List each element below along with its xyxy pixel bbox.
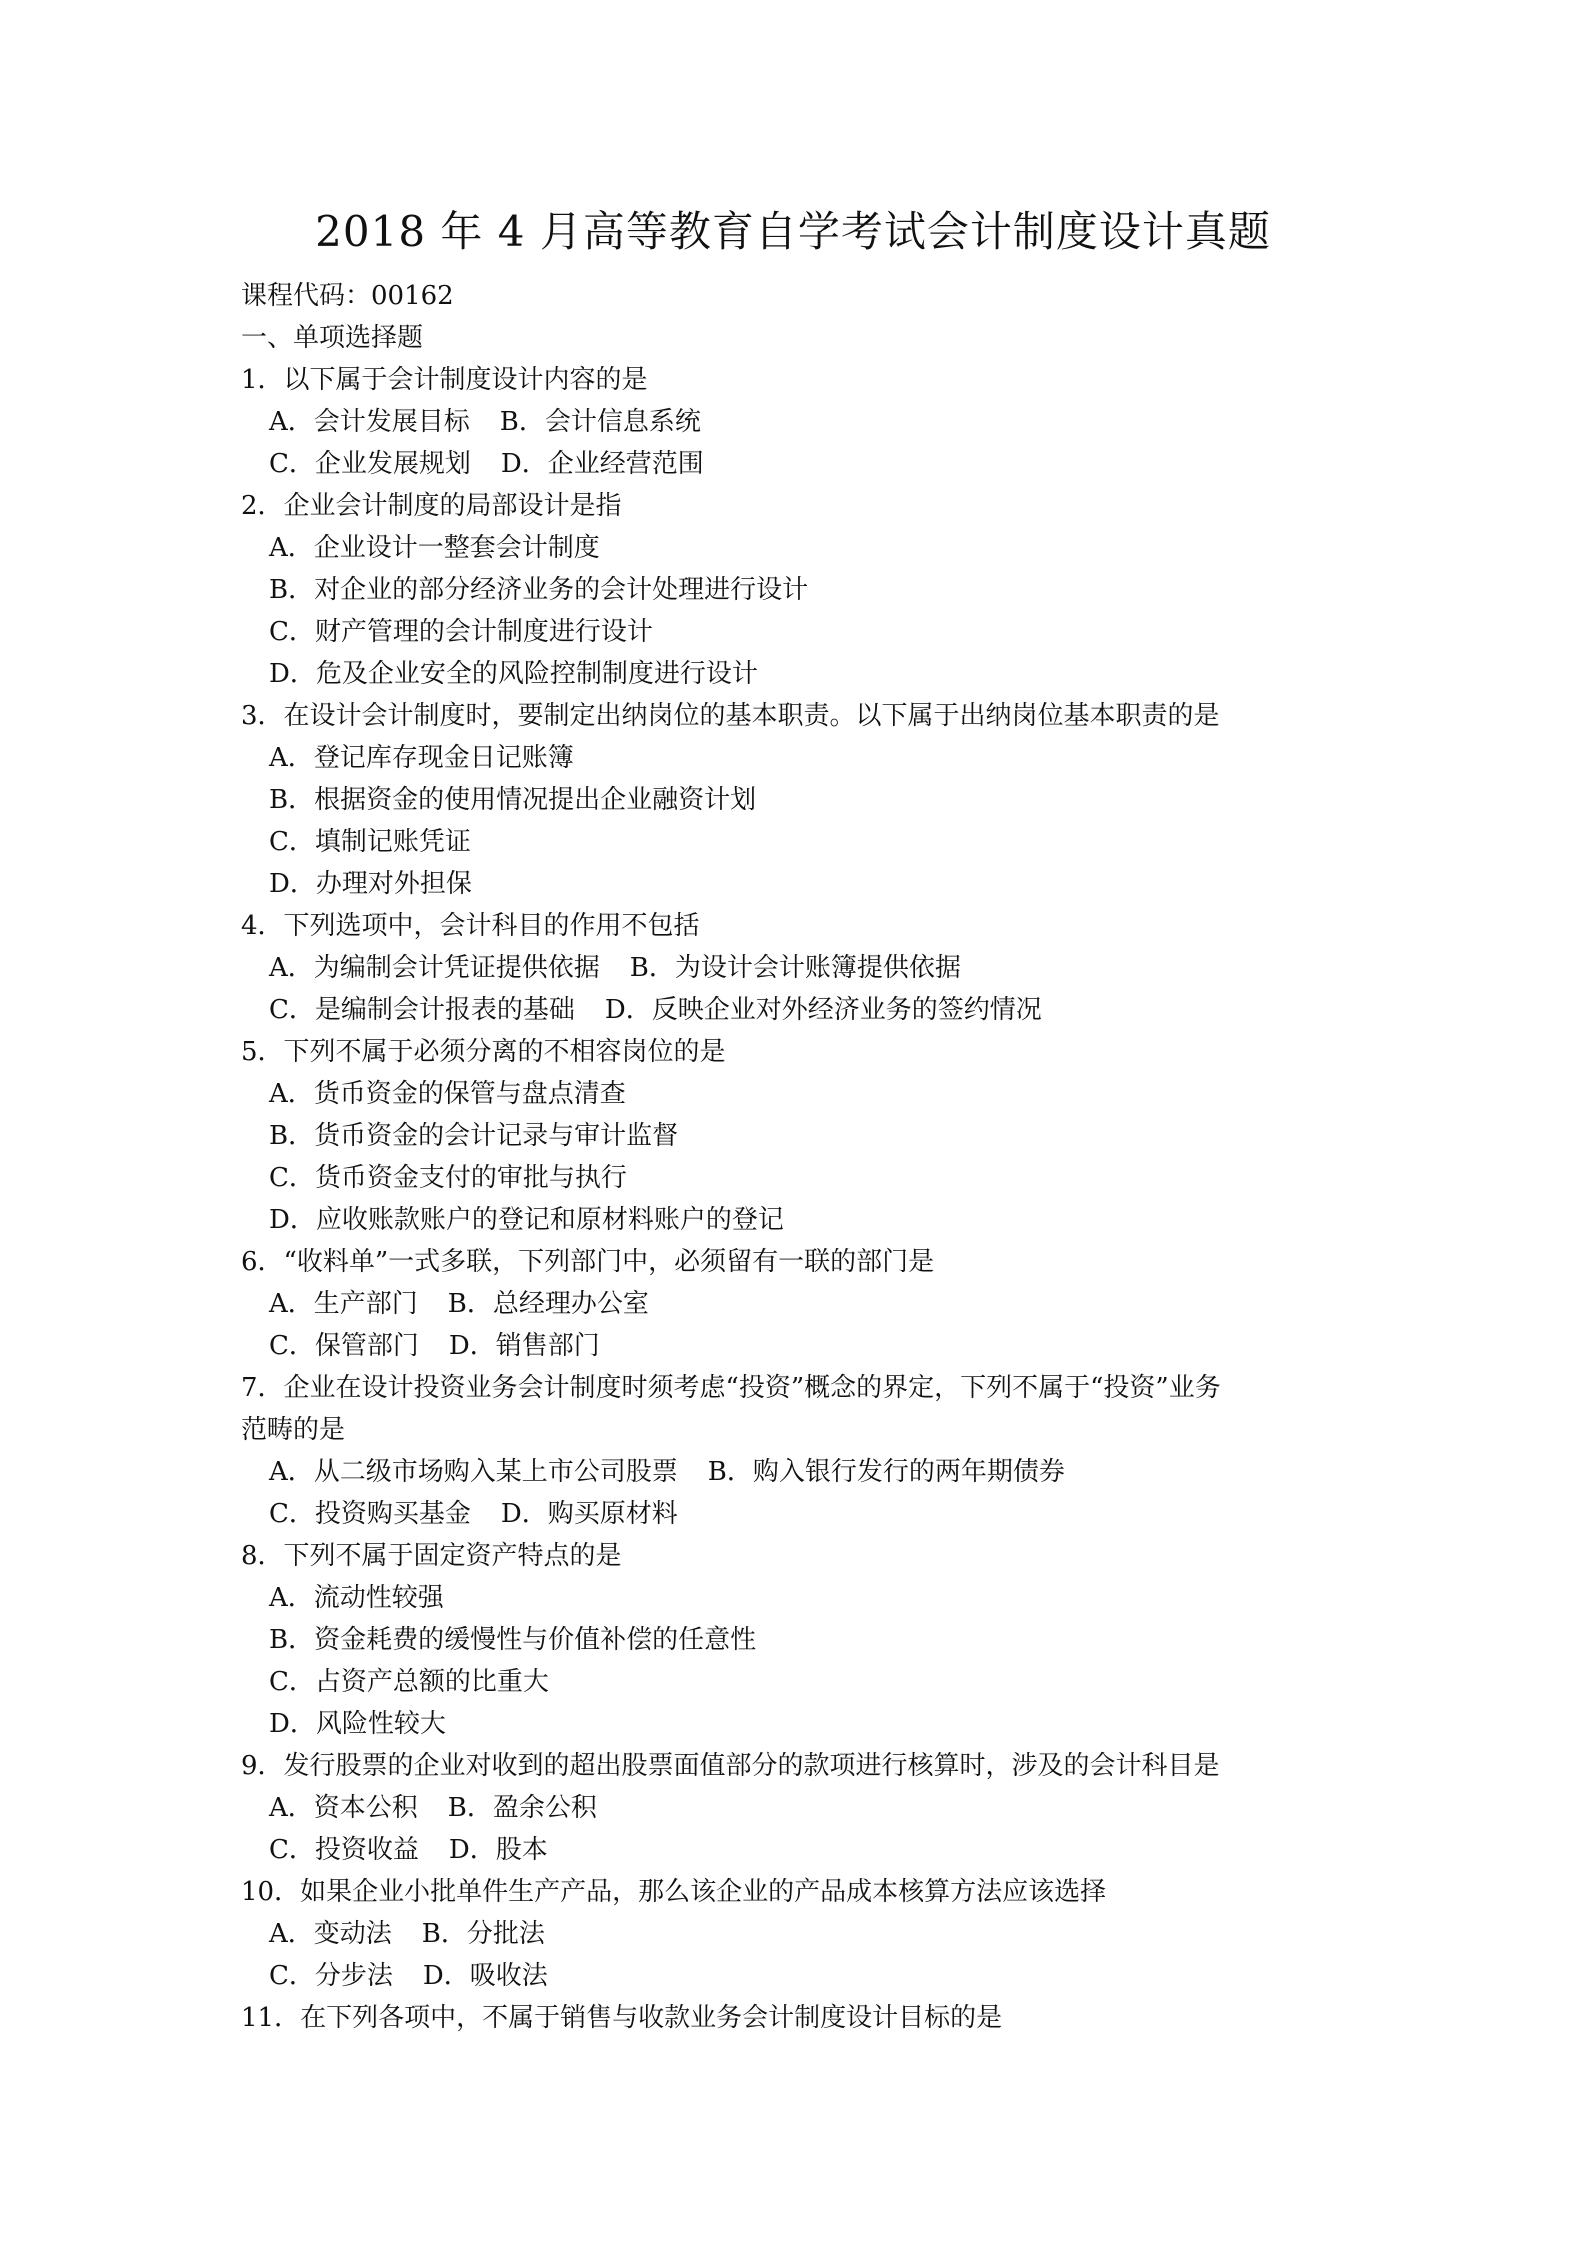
option-text: B．货币资金的会计记录与审计监督	[269, 1121, 679, 1151]
option-text: C．分步法	[269, 1961, 393, 1991]
option-text: A．生产部门	[269, 1289, 418, 1319]
option-line	[241, 1829, 1371, 1871]
option-line	[241, 527, 1371, 569]
option-text: C．填制记账凭证	[269, 827, 471, 857]
option-text: D．企业经营范围	[500, 449, 704, 479]
option-text: B．对企业的部分经济业务的会计处理进行设计	[269, 575, 809, 605]
option-text: B．根据资金的使用情况提出企业融资计划	[269, 785, 757, 815]
question-list	[241, 359, 1371, 2039]
option-line	[241, 947, 1371, 989]
course-code: 课程代码：00162	[241, 281, 454, 311]
option-text: D．危及企业安全的风险控制制度进行设计	[269, 659, 758, 689]
option-text: A．从二级市场购入某上市公司股票	[269, 1457, 678, 1487]
option-line	[241, 1451, 1371, 1493]
option-text: A．货币资金的保管与盘点清查	[269, 1079, 626, 1109]
option-line	[241, 653, 1371, 695]
option-text: B．盈余公积	[447, 1793, 597, 1823]
option-text: A．资本公积	[269, 1793, 418, 1823]
option-text: B．会计信息系统	[499, 407, 701, 437]
question-text: 5．下列不属于必须分离的不相容岗位的是	[241, 1037, 726, 1067]
question-text: 1．以下属于会计制度设计内容的是	[241, 365, 648, 395]
question-text: 8．下列不属于固定资产特点的是	[241, 1541, 622, 1571]
option-line	[241, 1913, 1371, 1955]
option-line	[241, 1661, 1371, 1703]
option-line	[241, 611, 1371, 653]
option-line	[241, 443, 1371, 485]
option-text: D．销售部门	[448, 1331, 600, 1361]
option-text: B．资金耗费的缓慢性与价值补偿的任意性	[269, 1625, 757, 1655]
option-line	[241, 821, 1371, 863]
option-text: C．保管部门	[269, 1331, 419, 1361]
option-line	[241, 1115, 1371, 1157]
question-text: 11．在下列各项中，不属于销售与收款业务会计制度设计目标的是	[241, 2003, 1003, 2033]
option-text: C．企业发展规划	[269, 449, 471, 479]
option-text: A．登记库存现金日记账簿	[269, 743, 574, 773]
option-line	[241, 1955, 1371, 1997]
option-text: D．办理对外担保	[269, 869, 472, 899]
option-text: A．企业设计一整套会计制度	[269, 533, 600, 563]
option-text: D．吸收法	[422, 1961, 548, 1991]
question-text: 10．如果企业小批单件生产产品，那么该企业的产品成本核算方法应该选择	[241, 1877, 1107, 1907]
option-line	[241, 779, 1371, 821]
document-body	[241, 275, 1371, 2039]
option-line	[241, 863, 1371, 905]
option-text: B．分批法	[421, 1919, 545, 1949]
option-text: B．总经理办公室	[447, 1289, 649, 1319]
question-text: 2．企业会计制度的局部设计是指	[241, 491, 622, 521]
option-text: A．为编制会计凭证提供依据	[269, 953, 600, 983]
option-line	[241, 1787, 1371, 1829]
option-line	[241, 1073, 1371, 1115]
option-text: A．会计发展目标	[269, 407, 470, 437]
option-line	[241, 569, 1371, 611]
question-text: 6．“收料单”一式多联，下列部门中，必须留有一联的部门是	[241, 1247, 935, 1277]
option-text: D．购买原材料	[500, 1499, 678, 1529]
option-text: C．占资产总额的比重大	[269, 1667, 549, 1697]
option-line	[241, 1157, 1371, 1199]
question-text: 7．企业在设计投资业务会计制度时须考虑“投资”概念的界定，下列不属于“投资”业务	[241, 1373, 1221, 1403]
question-text: 9．发行股票的企业对收到的超出股票面值部分的款项进行核算时，涉及的会计科目是	[241, 1751, 1220, 1781]
option-line	[241, 737, 1371, 779]
option-text: B．购入银行发行的两年期债券	[707, 1457, 1065, 1487]
option-text: B．为设计会计账簿提供依据	[629, 953, 961, 983]
option-line	[241, 401, 1371, 443]
option-line	[241, 1283, 1371, 1325]
option-line	[241, 1199, 1371, 1241]
question-text: 范畴的是	[241, 1415, 346, 1445]
option-text: D．应收账款账户的登记和原材料账户的登记	[269, 1205, 784, 1235]
option-line	[241, 1325, 1371, 1367]
section-heading: 一、单项选择题	[241, 323, 424, 353]
option-text: D．股本	[448, 1835, 548, 1865]
option-line	[241, 1493, 1371, 1535]
option-text: C．投资购买基金	[269, 1499, 471, 1529]
option-text: D．风险性较大	[269, 1709, 446, 1739]
option-text: C．货币资金支付的审批与执行	[269, 1163, 627, 1193]
option-text: C．财产管理的会计制度进行设计	[269, 617, 653, 647]
question-text: 3．在设计会计制度时，要制定出纳岗位的基本职责。以下属于出纳岗位基本职责的是	[241, 701, 1220, 731]
option-line	[241, 1703, 1371, 1745]
question-text: 4．下列选项中，会计科目的作用不包括	[241, 911, 700, 941]
option-line	[241, 989, 1371, 1031]
option-line	[241, 1577, 1371, 1619]
option-line	[241, 1619, 1371, 1661]
option-text: C．是编制会计报表的基础	[269, 995, 575, 1025]
option-text: A．流动性较强	[269, 1583, 444, 1613]
option-text: C．投资收益	[269, 1835, 419, 1865]
option-text: D．反映企业对外经济业务的签约情况	[604, 995, 1042, 1025]
document-title: 2018 年 4 月高等教育自学考试会计制度设计真题	[315, 207, 1271, 256]
option-text: A．变动法	[269, 1919, 392, 1949]
